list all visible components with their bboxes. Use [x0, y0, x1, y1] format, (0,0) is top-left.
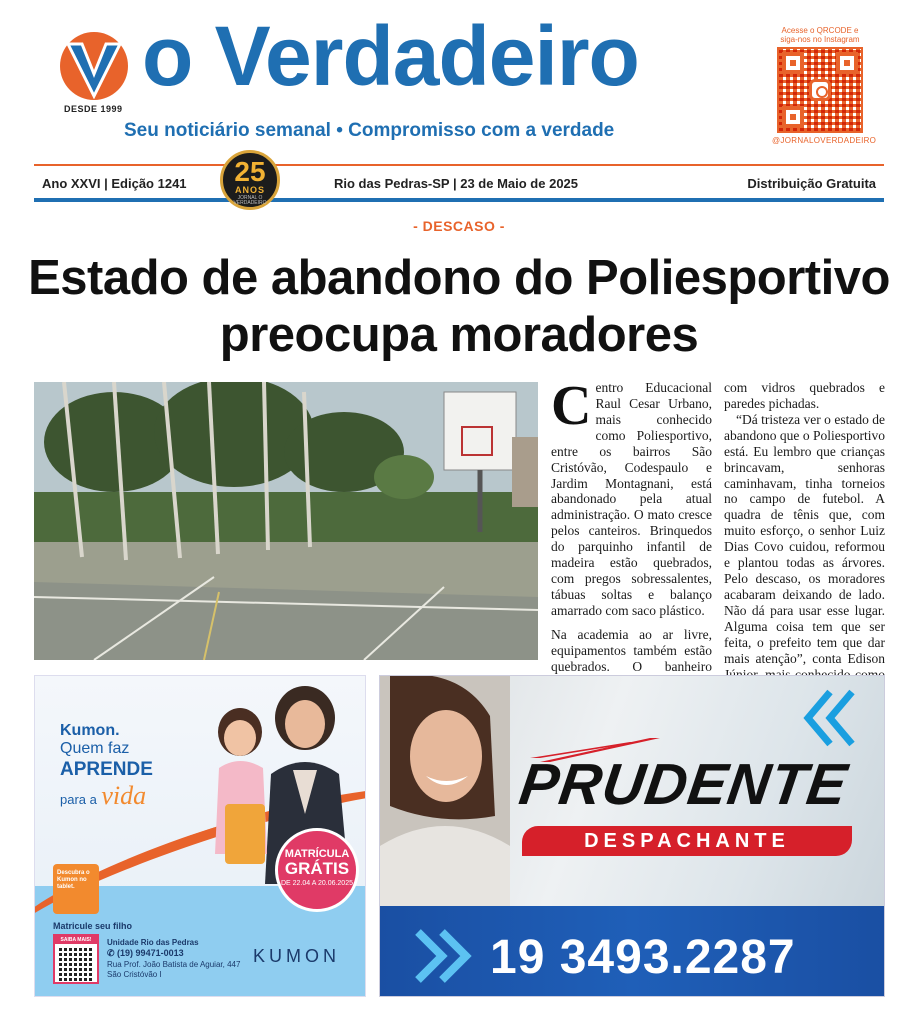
info-bar [34, 170, 884, 196]
kumon-slogan [60, 722, 153, 811]
qr-code-icon [59, 947, 93, 981]
paragraph: com vidros quebrados e paredes pichadas. [724, 380, 885, 411]
slogan-line: APRENDE [60, 758, 153, 780]
seal-label: ANOS [234, 185, 265, 195]
kumon-ad[interactable] [34, 675, 366, 997]
woman-photo [380, 676, 510, 906]
issue-info: Ano XXVI | Edição 1241 [42, 176, 187, 191]
article-column-2 [724, 380, 885, 698]
article-photo [34, 382, 538, 660]
chevron-right-icon [410, 926, 480, 986]
qr-cta: Acesse o QRCODE e siga-nos no Instagram [780, 26, 860, 45]
brand-name: o Verdadeiro [142, 9, 639, 103]
brand-logo-mark [58, 30, 130, 102]
unit-info [107, 938, 240, 981]
prudente-ad[interactable] [379, 675, 885, 997]
qr-finder [782, 52, 804, 74]
slogan-line: para a vida [60, 780, 147, 810]
unit-address: São Cristóvão I [107, 970, 162, 980]
qr-finder [836, 52, 858, 74]
kumon-logo: KUMON [253, 946, 340, 966]
seal-main: GRÁTIS [284, 859, 350, 878]
qr-code-icon[interactable] [777, 47, 863, 133]
paragraph: Na academia ao ar livre, equipamentos também estão quebrados. O banheiro [551, 626, 712, 674]
article-column-1 [551, 375, 712, 714]
instagram-icon [809, 79, 831, 101]
instagram-handle: @JORNALOVERDADEIRO [772, 136, 877, 146]
prudente-sub: DESPACHANTE [522, 826, 852, 856]
seal-number: 25 [234, 156, 266, 187]
distribution: Distribuição Gratuita [747, 176, 876, 191]
paragraph: “Dá tristeza ver o estado de abandono que o Poliesportivo está. Eu lembro que crianças brincavam, senhoras caminhavam, tinha torneios no campo de futebol. A quadra de tênis que, com muito esforço, o senhor Luiz Dias Covo cuidou, reformou e plantou todas as árvores. Pelo descaso, os moradores acabaram deixando de lado. Não dá para usar esse lugar. Alguma coisa tem que ser feita, o prefeito tem que dar mais atenção”, conta Edison [724, 411, 885, 666]
place-date: Rio das Pedras-SP | 23 de Maio de 2025 [334, 176, 579, 191]
kumon-qr-code[interactable] [53, 934, 99, 984]
section-label: - DESCASO - [413, 218, 505, 234]
paragraph-text: entro Educacional Raul Cesar Urbano, mais conhecido como Poliesportivo, entre os bairros São Cristóvão, Codespaulo e Jardim Montagnani, está abandonado pela atual administração. O mato cresce pelos canteiros. Brinquedos do parquinho infantil de madeira estão quebrados, com pregos sobressalentes, tábuas soltas e balanço amarrado com saco plástico. [551, 380, 712, 618]
instagram-qr-block[interactable] [772, 26, 877, 146]
unit-name: Unidade Rio das Pedras [107, 938, 199, 947]
divider [34, 198, 884, 202]
seal-dates: DE 22.04 A 20.06.2025 [280, 880, 353, 887]
kumon-brand: Kumon. [60, 722, 120, 739]
qr-finder [782, 106, 804, 128]
tagline: Seu noticiário semanal • Compromisso com a verdade [124, 120, 615, 141]
chevron-left-icon [800, 688, 860, 748]
unit-phone: ✆ (19) 99471-0013 [107, 948, 184, 959]
anniversary-seal [220, 150, 280, 210]
free-enrollment-seal [275, 828, 359, 912]
seal-sub: JORNAL O VERDADEIRO [233, 195, 267, 206]
slogan-line: Quem faz [60, 740, 130, 758]
drop-cap: C [551, 375, 592, 437]
tablet-callout: Descubra o Kumon no tablet. [53, 864, 99, 914]
headline: Estado de abandono do Poliesportivo preocupa moradores [28, 251, 890, 363]
whatsapp-icon: ✆ [107, 948, 118, 959]
seal-top: MATRÍCULA [284, 848, 350, 860]
paragraph [551, 375, 712, 619]
since-year: DESDE 1999 [64, 104, 123, 114]
prudente-phone[interactable]: 19 3493.2287 [490, 931, 796, 984]
unit-address: Rua Prof. João Batista de Aguiar, 447 [107, 960, 241, 970]
divider [34, 164, 884, 166]
prudente-name: PRUDENTE [515, 752, 852, 817]
saiba-mais-label: SAIBA MAIS! [55, 936, 97, 944]
enroll-label: Matricule seu filho [53, 921, 133, 931]
